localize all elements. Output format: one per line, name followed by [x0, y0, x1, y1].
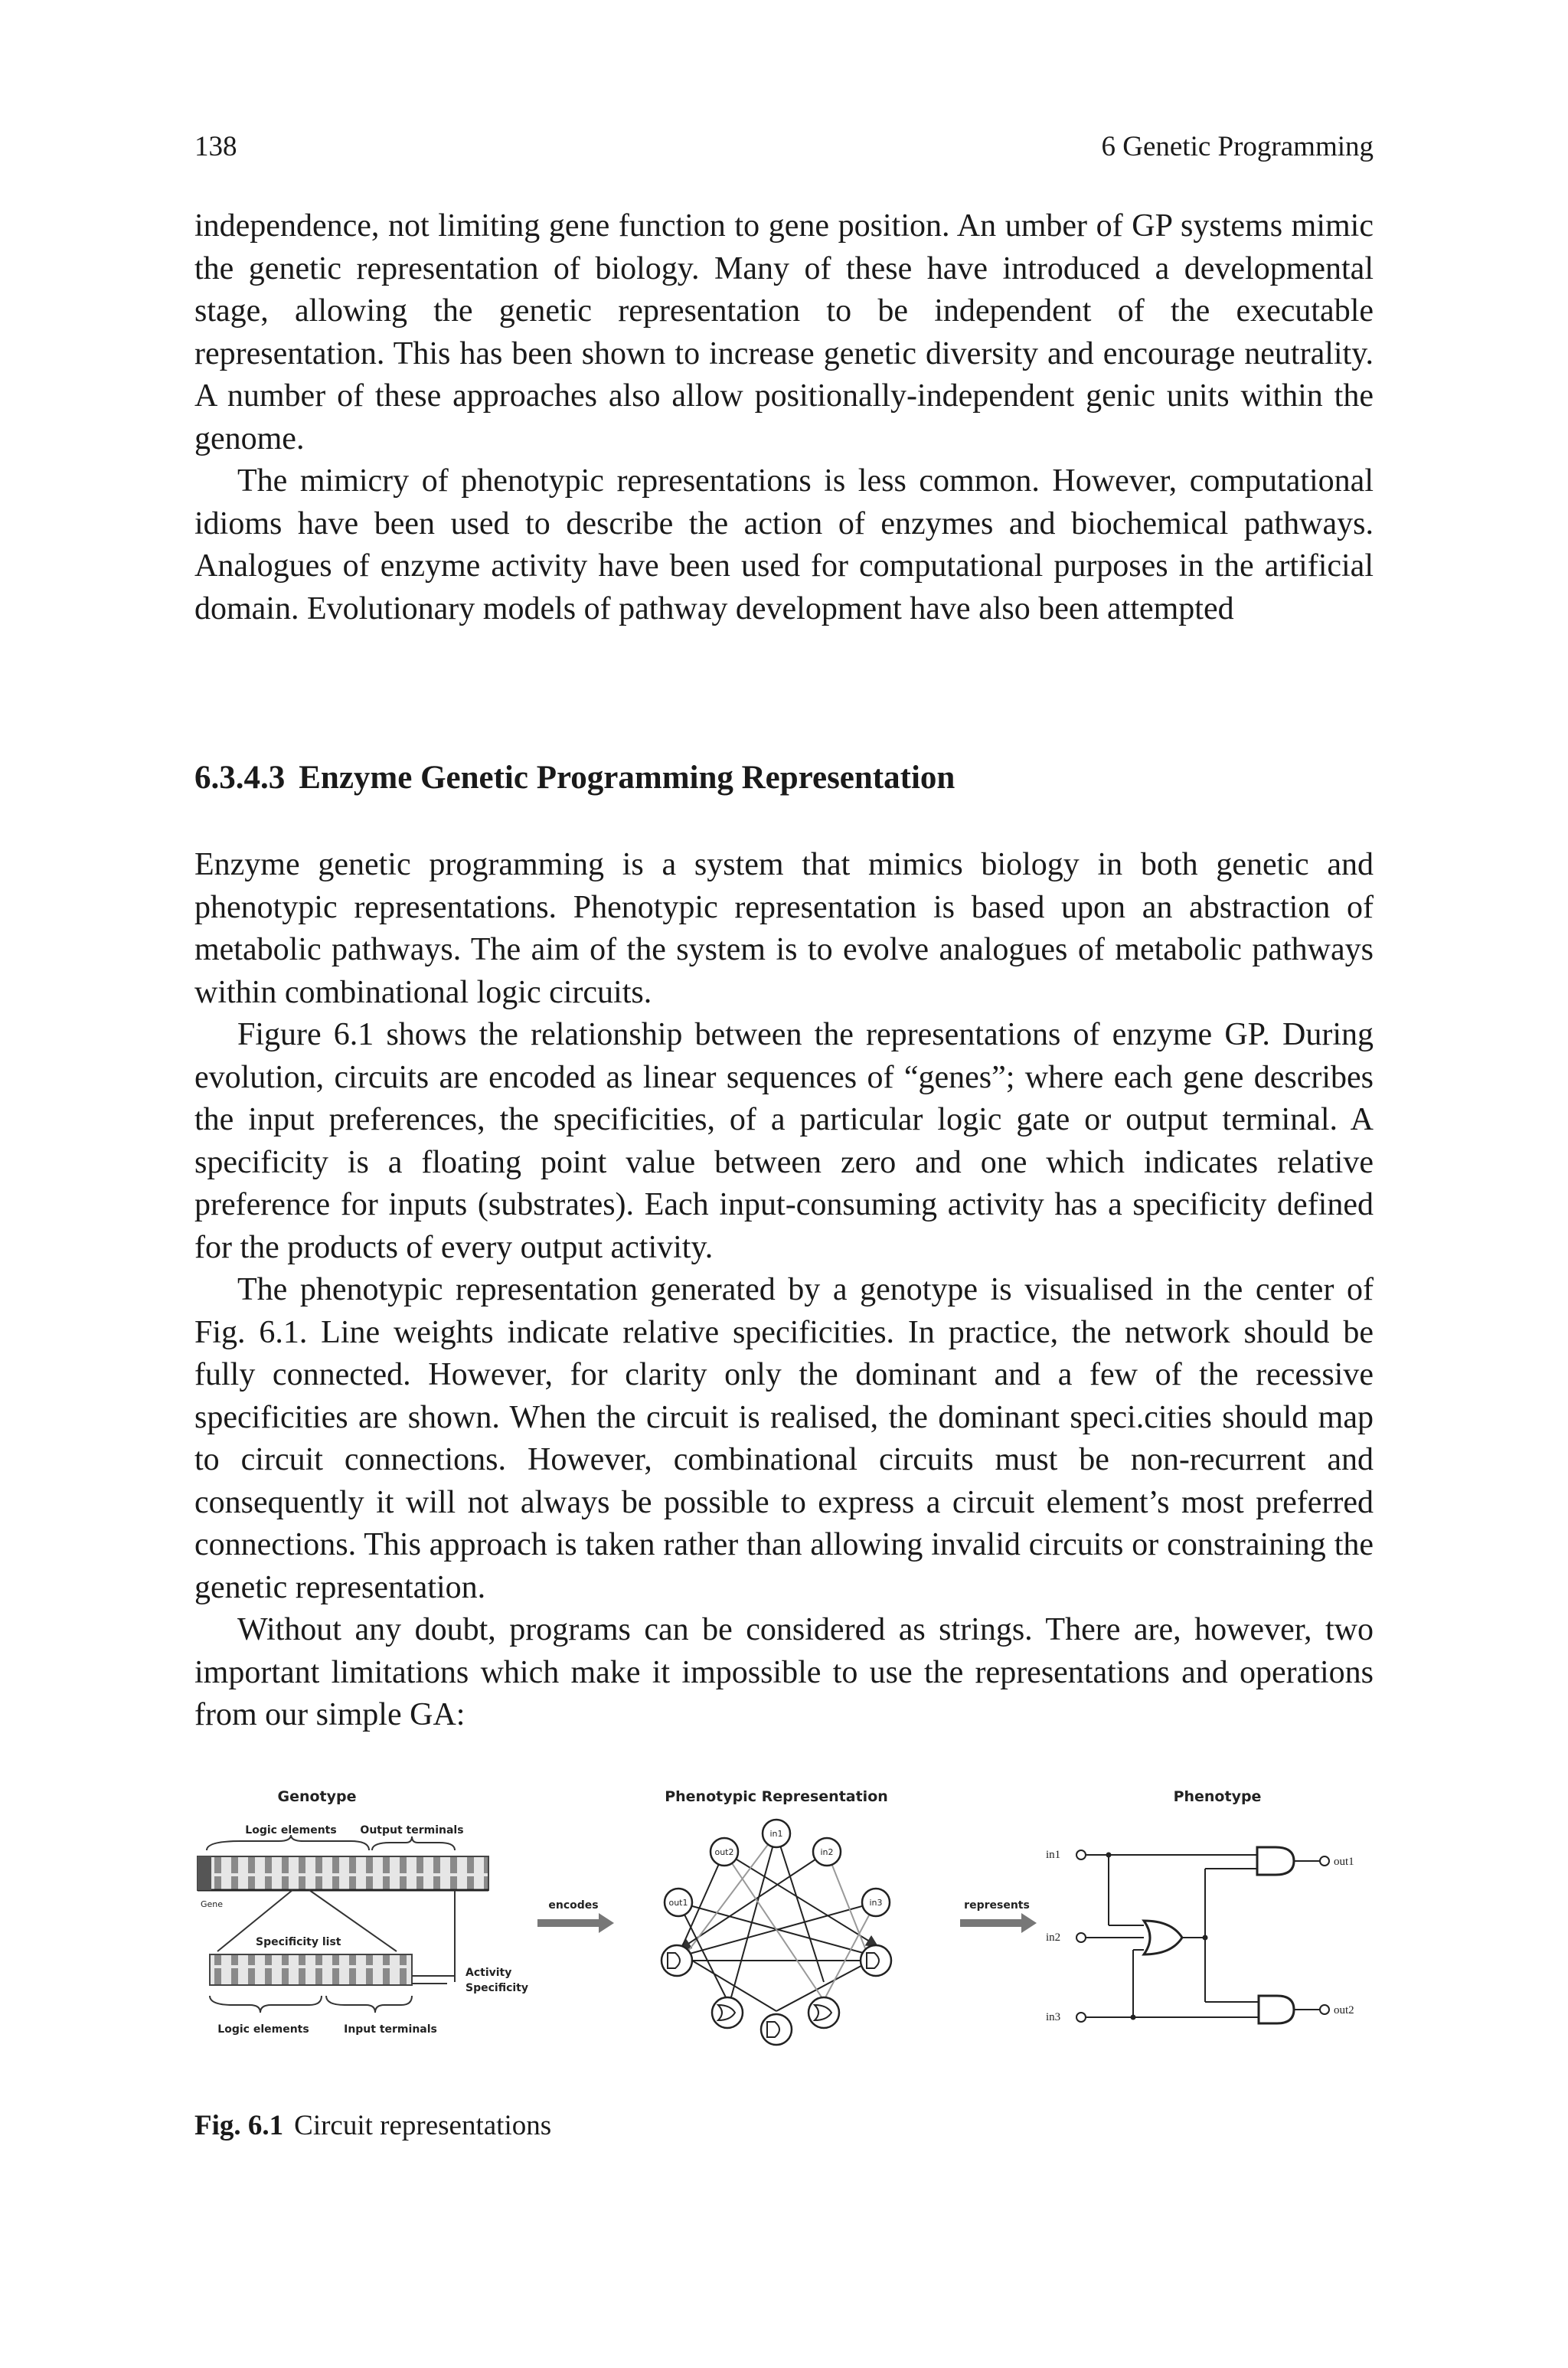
section-title: Enzyme Genetic Programming Representation — [299, 760, 956, 796]
output-out2-label: out2 — [1334, 2004, 1354, 2016]
gate-node — [712, 1997, 743, 2028]
text-block-section — [194, 844, 1374, 1737]
chapter-title: 6 Genetic Programming — [1101, 131, 1374, 162]
paragraph: Figure 6.1 shows the relationship between the representations of enzyme GP. During evolution, circuits are encoded as linear sequences of “genes”; where each gene describes the input preferences, the specificities, of a particular logic gate or output terminal. A specificity is a floating point value between zero and one which indicates relative preference for inputs (substrates). Each input-consuming activity has a specificity defined for the products of every output activity. — [194, 1017, 1374, 1265]
node-label: in2 — [820, 1847, 834, 1857]
paragraph: independence, not limiting gene function to gene position. An umber of GP systems mimic the genetic representation of biology. Many of these have introduced a developmental stage, allowing the genetic representation to be independent of the executable representation. This has been shown to increase genetic diversity and encourage neutrality. A number of these approaches also allow positionally-independent genic units within the genome. — [194, 208, 1374, 456]
genotype-title: Genotype — [277, 1788, 357, 1805]
and-gate — [1259, 1996, 1294, 2023]
gene-label: Gene — [201, 1899, 224, 1909]
node-in3 — [862, 1889, 890, 1916]
caption-label: Fig. 6.1 — [194, 2110, 284, 2141]
network-edges — [678, 1833, 877, 2011]
genome-strip — [198, 1856, 488, 1890]
output-terminal — [1320, 1856, 1329, 1866]
page-number: 138 — [194, 131, 237, 162]
network-edge — [724, 1852, 824, 2000]
brace-bottom-input — [326, 1996, 412, 2013]
node-out2 — [710, 1838, 738, 1866]
paragraph: Without any doubt, programs can be considered as strings. There are, however, two important limitations which make it impossible to use the representations and operations from our simple GA: — [194, 1612, 1374, 1732]
output-out1-label: out1 — [1334, 1856, 1354, 1868]
or-gate — [1144, 1921, 1182, 1954]
node-label: in1 — [769, 1829, 783, 1839]
figure-circuit-representations — [194, 1783, 1374, 2097]
input-in1-label: in1 — [1046, 1849, 1061, 1861]
junction-dot — [1131, 2015, 1136, 2020]
section-number: 6.3.4.3 — [194, 760, 286, 796]
input-terminal — [1076, 1850, 1086, 1859]
phenotypic-representation-panel — [662, 1788, 891, 2045]
input-terminals-label: Input terminals — [344, 2023, 437, 2036]
represents-arrow — [960, 1899, 1037, 1933]
network-edge — [724, 1852, 876, 1945]
running-head — [194, 129, 1374, 165]
section-heading — [194, 757, 1374, 800]
paragraph: The phenotypic representation generated by a genotype is visualised in the center of Fig. 6.1. Line weights indicate relative specificities. In practice, the network should be fully connected. However, for clarity only the dominant and a few of the recessive specificities are shown. When the circuit is realised, the dominant speci.cities should map to circuit connections. However, combinational circuits must be non-recurrent and consequently it will not always be possible to express a circuit element’s most preferred connections. This approach is taken rather than allowing invalid circuits or constraining the genetic representation. — [194, 1272, 1374, 1605]
paragraph: The mimicry of phenotypic representations is less common. However, computational idioms have been used to describe the action of enzymes and biochemical pathways. Analogues of enzyme activity have been used for computational purposes in the artificial domain. Evolutionary models of pathway development have also been attempted — [194, 463, 1374, 626]
encodes-arrow — [537, 1899, 614, 1933]
node-in1 — [763, 1820, 790, 1847]
gate-node — [861, 1945, 891, 1976]
node-in2 — [813, 1838, 841, 1866]
input-terminal — [1076, 2013, 1086, 2022]
junction-dot — [1106, 1853, 1112, 1858]
specificity-list-label: Specificity list — [256, 1936, 341, 1948]
phenotypic-representation-title: Phenotypic Representation — [665, 1788, 888, 1805]
node-label: out2 — [714, 1847, 734, 1857]
output-terminal — [1320, 2005, 1329, 2014]
represents-arrow-head — [1021, 1913, 1037, 1933]
gate-node — [808, 1997, 839, 2028]
represents-arrow-shaft — [960, 1919, 1021, 1927]
input-in2-label: in2 — [1046, 1931, 1061, 1944]
caption-text: Circuit representations — [294, 2110, 552, 2141]
gate-node — [662, 1945, 692, 1976]
gate-node — [761, 2014, 792, 2045]
brace-logic — [207, 1835, 369, 1850]
figure-caption — [194, 2108, 551, 2144]
represents-label: represents — [964, 1899, 1030, 1912]
specificity-strip — [210, 1954, 412, 1985]
genotype-panel — [198, 1788, 528, 2036]
node-out1 — [665, 1889, 692, 1916]
phenotype-panel — [1046, 1788, 1354, 2023]
input-in3-label: in3 — [1046, 2011, 1061, 2023]
brace-bottom-logic — [210, 1996, 322, 2013]
brace-output — [372, 1837, 455, 1850]
activity-label: Activity — [466, 1967, 512, 1979]
encodes-label: encodes — [548, 1899, 599, 1912]
node-label: in3 — [869, 1898, 883, 1908]
output-terminals-label: Output terminals — [360, 1824, 464, 1837]
encodes-arrow-head — [599, 1913, 614, 1933]
input-terminal — [1076, 1933, 1086, 1942]
and-gate — [1257, 1847, 1294, 1875]
logic-elements-bottom-label: Logic elements — [217, 2023, 309, 2036]
encodes-arrow-shaft — [537, 1919, 599, 1927]
specificity-label: Specificity — [466, 1982, 528, 1994]
text-block-top — [194, 205, 1374, 630]
node-label: out1 — [668, 1898, 688, 1908]
logic-elements-top-label: Logic elements — [245, 1824, 337, 1837]
figure-svg — [194, 1783, 1374, 2097]
gene-block — [198, 1856, 211, 1890]
circuit-wires — [1086, 1855, 1320, 2017]
paragraph: Enzyme genetic programming is a system that mimics biology in both genetic and phenotypic representations. Phenotypic representation is based upon an abstraction of metabolic pathways. The aim of the system is to evolve analogues of metabolic pathways within combinational logic circuits. — [194, 847, 1374, 1010]
junction-dot — [1203, 1935, 1208, 1941]
phenotype-title: Phenotype — [1173, 1788, 1262, 1805]
